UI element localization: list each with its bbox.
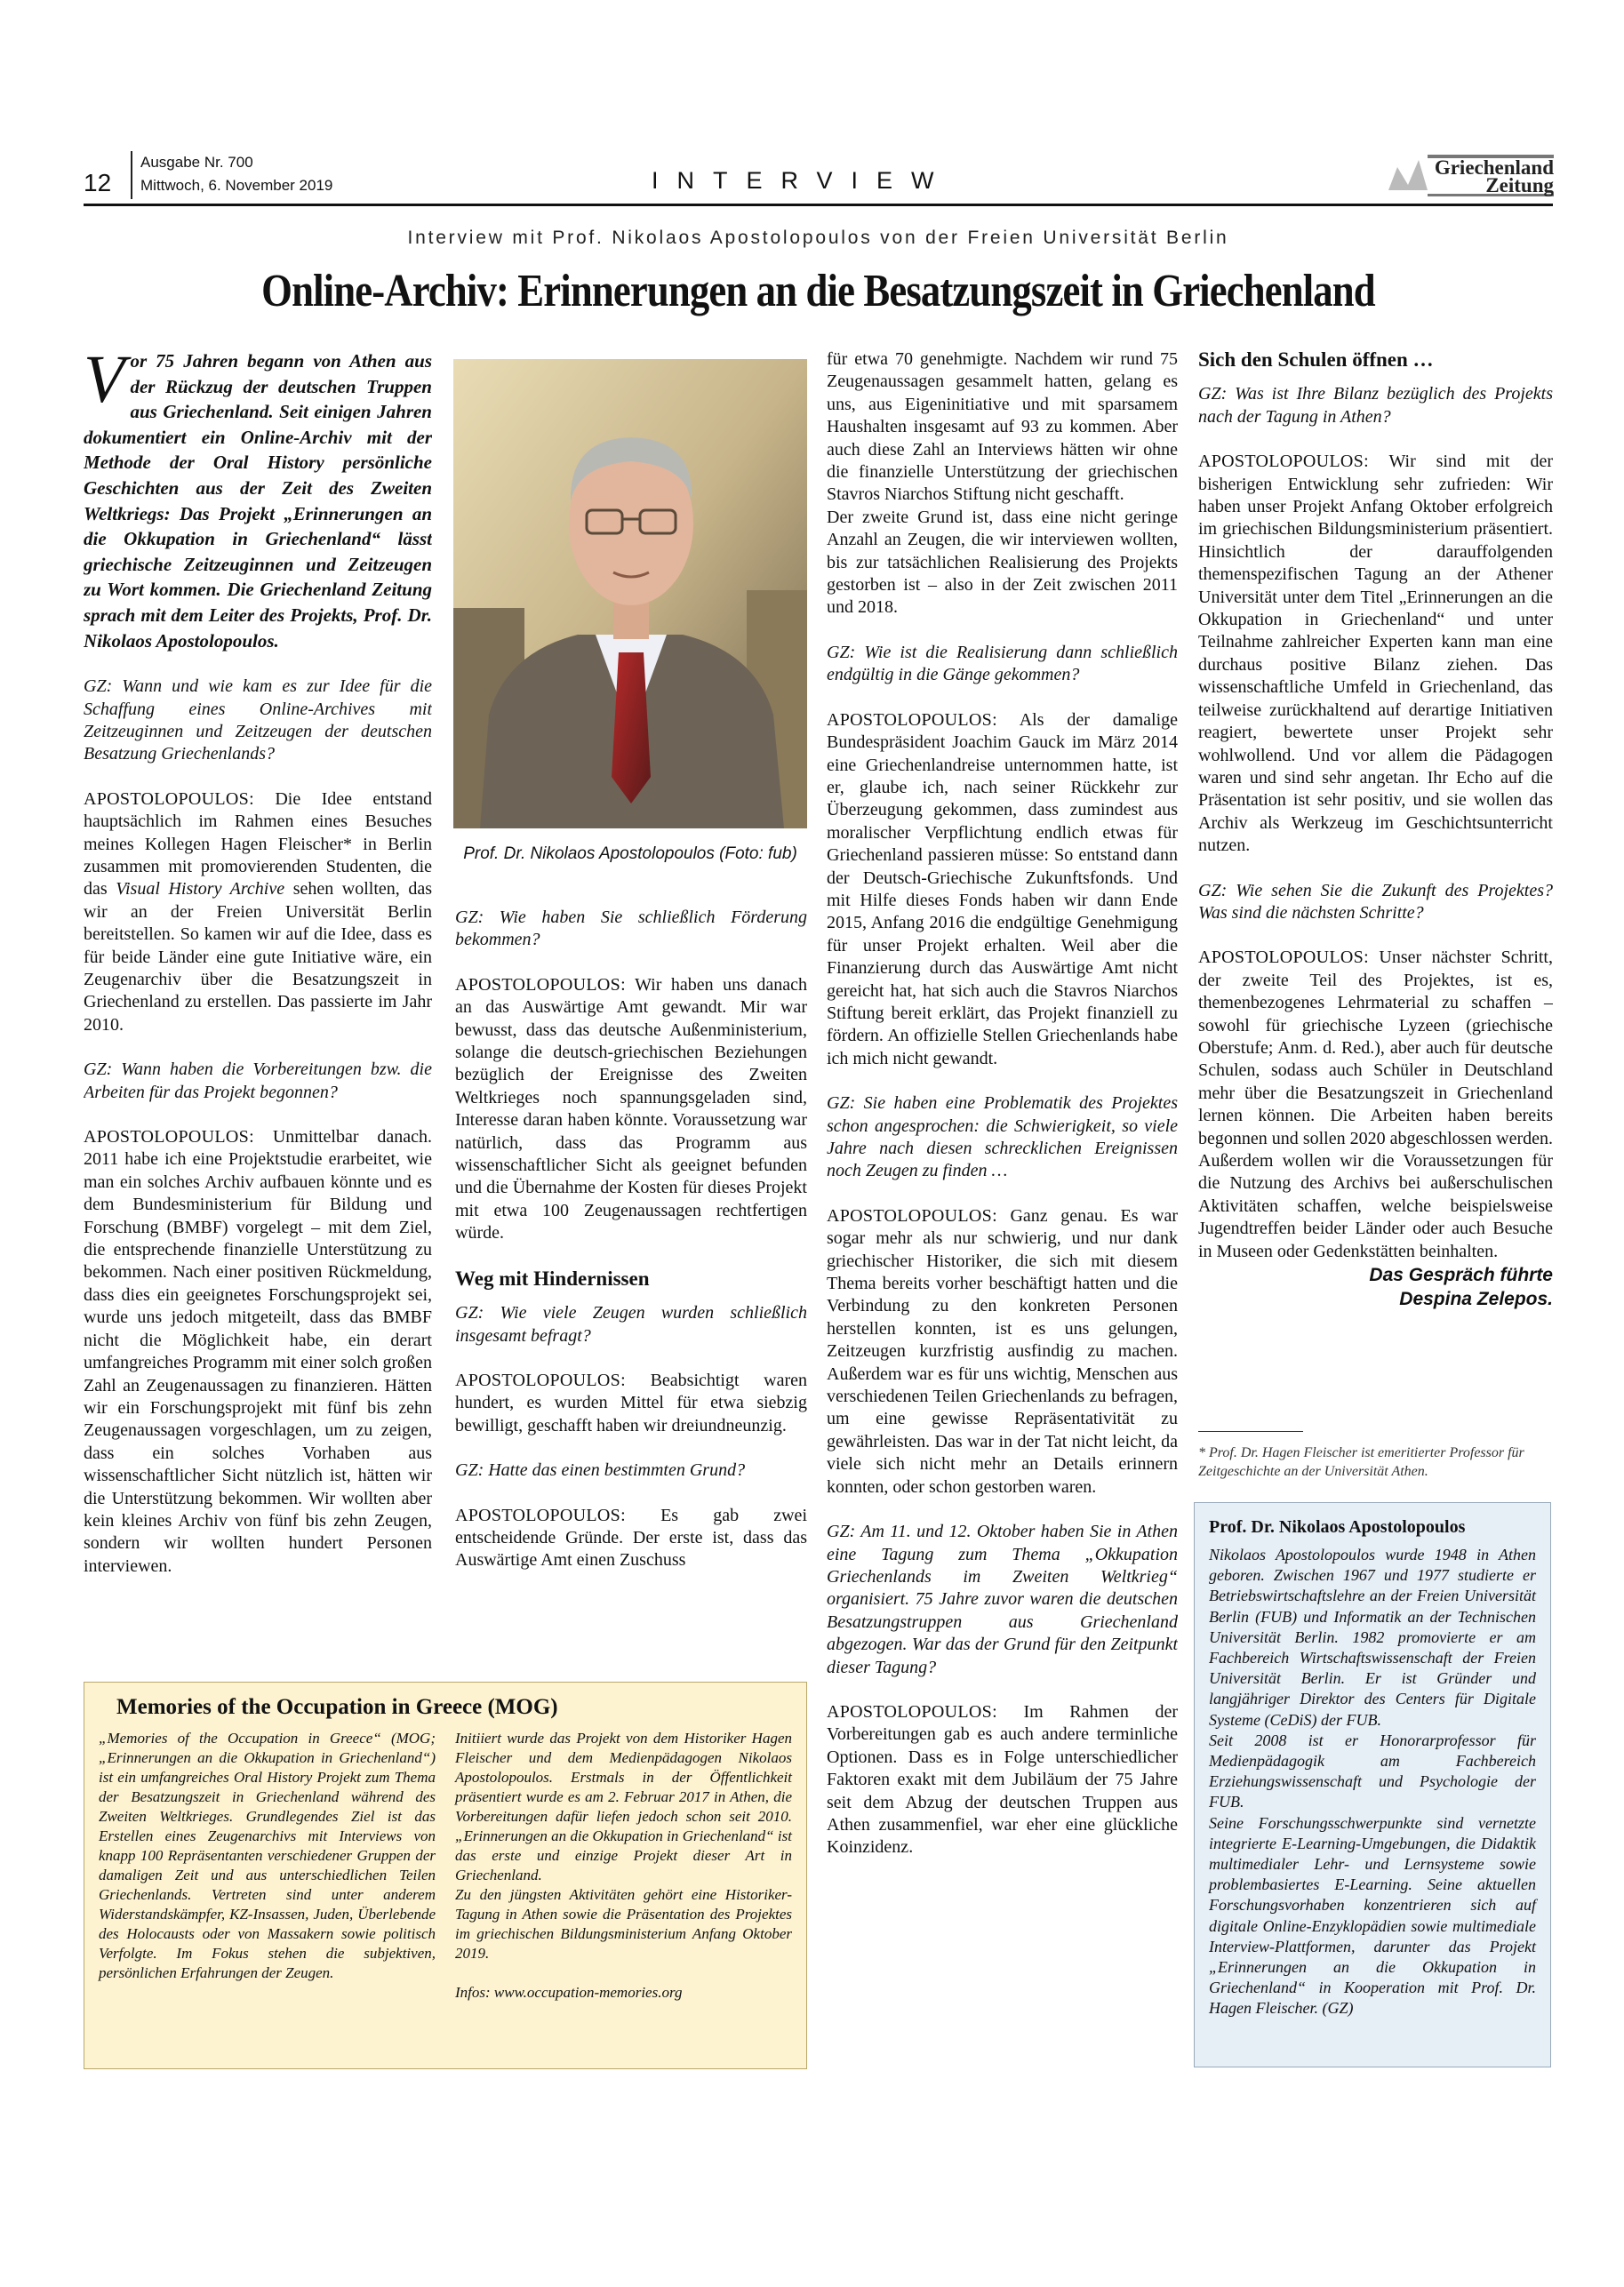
mog-title: Memories of the Occupation in Greece (MOG) <box>116 1695 558 1719</box>
answer-6: APOSTOLOPOULOS: Als der damalige Bundespräsident Joachim Gauck im März 2014 eine Griechenlandreise unternommen hatte, ist er, glaube ich, nach seiner Rückkehr zur Überzeugung gekommen, dass zumindest aus moralischer Verpflichtung endlich etwas für Griechenland passieren müsse: So entstand dann der Deutsch-Griechische Zukunftsfonds. Und mit Hilfe dieses Fonds haben wir dann Ende 2015, Anfang 2016 die endgültige Genehmigung für unser Projekt erhalten. Weil aber die Finanzierung durch das Auswärtige Amt nicht gereicht hat, hat sich auch die Stavros Niarchos Stiftung bereit erklärt, das Projekt finanziell zu fördern. An offizielle Stellen Griechenlands habe ich mich nicht gewandt. <box>827 709 1178 1068</box>
author-signature: Das Gespräch führte Despina Zelepos. <box>1369 1265 1553 1310</box>
speaker-label: APOSTOLOPOULOS: <box>1198 948 1369 968</box>
lead-text: or 75 Jahren begann von Athen aus der Rückzug der deutschen Truppen aus Griechenland. Seit einigen Jahren dokumentiert ein Online-Archiv mit der Methode der Oral History persönliche Geschichten aus der Zeit des Zweiten Weltkriegs: Das Projekt „Erinnerungen an die Okkupation in Griechenland“ lässt griechische Zeitzeuginnen und Zeitzeugen zu Wort kommen. Die Griechenland Zeitung sprach mit dem Leiter des Projekts, Prof. Dr. Nikolaos Apostolopoulos. <box>84 350 432 652</box>
question-7: GZ: Sie haben eine Problematik des Projektes schon angesprochen: die Schwierigkeit, so viele Jahre nach diesen schrecklichen Ereignissen noch Zeugen zu finden … <box>827 1093 1178 1181</box>
speaker-label: APOSTOLOPOULOS: <box>455 1505 626 1525</box>
issue-date: Mittwoch, 6. November 2019 <box>140 177 333 194</box>
issue-number: Ausgabe Nr. 700 <box>140 154 253 171</box>
photo-caption: Prof. Dr. Nikolaos Apostolopoulos (Foto: fub) <box>463 844 797 863</box>
mog-info-box <box>84 1682 807 2069</box>
answer-5-continued: für etwa 70 genehmigte. Nachdem wir rund 75 Zeugenaussagen gesammelt hatten, gelang es uns, aus Eigeninitiative und mit sparsamem Haushalten insgesamt auf 93 zu kommen. Aber auch diese Zahl an Interviews hätten wir ohne die finanzielle Unterstützung der griechischen Stavros Niarchos Stiftung nicht geschafft. <box>827 349 1178 505</box>
bio-text-2: Seit 2008 ist er Honorarprofessor für Medienpädagogik am Fachbereich Erziehungswissenschaft und Psychologie der FUB. <box>1209 1731 1536 1811</box>
page-number: 12 <box>84 169 112 196</box>
logo-text-griechenland: Griechenland <box>1434 156 1554 179</box>
answer-5-second-reason: Der zweite Grund ist, dass eine nicht geringe Anzahl an Zeugen, die wir interviewen wollten, bis zur tatsächlichen Realisierung des Projekts gestorben ist – also in der Zeit zwischen 2011 und 2018. <box>827 507 1178 618</box>
bio-text-3: Seine Forschungsschwerpunkte sind vernetzte integrierte E-Learning-Umgebungen, die Didaktik multimedialer Lehr- und Lernsysteme sowie problembasiertes E-Learning. Seine aktuellen Forschungsvorhaben konzentrieren sich auf digitale Online-Enzyklopädien sowie multimediale Interview-Plattformen, darunter das Projekt „Erinnerungen an die Okkupation in Griechenland“ in Kooperation mit Prof. Dr. Hagen Fleischer. (GZ) <box>1209 1813 1536 2018</box>
column-4 <box>1198 348 1553 1442</box>
answer-4: APOSTOLOPOULOS: Beabsichtigt waren hundert, es wurden Mittel für etwa siebzig bewilligt, geschafft haben wir dreiundneunzig. <box>455 1370 807 1435</box>
header-divider <box>131 151 132 199</box>
bio-title: Prof. Dr. Nikolaos Apostolopoulos <box>1209 1517 1466 1537</box>
question-1: GZ: Wann und wie kam es zur Idee für die Schaffung eines Online-Archives mit Zeitzeuginnen und Zeitzeugen der deutschen Besatzung Griechenlands? <box>84 676 432 764</box>
speaker-label: APOSTOLOPOULOS: <box>1198 452 1369 472</box>
archive-name: Visual History Archive <box>116 879 285 900</box>
footnote-rule <box>1198 1431 1303 1432</box>
drop-cap: V <box>84 348 125 417</box>
speaker-label: APOSTOLOPOULOS: <box>827 1701 997 1722</box>
logo-text-zeitung: Zeitung <box>1485 174 1554 196</box>
question-4: GZ: Wie viele Zeugen wurden schließlich insgesamt befragt? <box>455 1303 807 1346</box>
question-6: GZ: Wie ist die Realisierung dann schließlich endgültig in die Gänge gekommen? <box>827 642 1178 685</box>
section-label: INTERVIEW <box>652 167 953 194</box>
answer-2: APOSTOLOPOULOS: Unmittelbar danach. 2011 habe ich eine Projektstudie erarbeitet, wie man ein solches Archiv aufbauen könnte und es dem Bundesministerium für Bildung und Forschung (BMBF) vorgelegt – mit dem Ziel, die entsprechende finanzielle Unterstützung zu bekommen. Nach einer positiven Rückmeldung, dass dies ein geeignetes Forschungsprojekt sei, wurde uns jedoch mitgeteilt, dass das BMBF nicht die Möglichkeit habe, ein derart umfangreiches Programm mit einer solch großen Zahl an Zeugenaussagen zu finanzieren. Hätten wir ein Forschungsprojekt mit fünf bis zehn Zeugenaussagen vorgeschlagen, um zu zeigen, dass ein solches Vorhaben aus wissenschaftlicher Sicht nützlich ist, hätten wir die Unterstützung bekommen. Wir wollten aber kein kleines Archiv von fünf bis zehn Zeugen, sondern wir wollten hundert Personen interviewen. <box>84 1127 432 1576</box>
column-2 <box>455 907 807 1664</box>
question-2: GZ: Wann haben die Vorbereitungen bzw. die Arbeiten für das Projekt begonnen? <box>84 1060 432 1102</box>
mog-info-link[interactable]: Infos: www.occupation-memories.org <box>455 1984 683 2001</box>
answer-7: APOSTOLOPOULOS: Ganz genau. Es war sogar mehr als nur schwierig, und nur dank griechischer Historiker, die sich mit diesem Thema bereits vorher beschäftigt hatten und die Verbindung zu den konkreten Personen herstellen konnten, ist es uns gelungen, Zeitzeugen kurzfristig ausfindig zu machen. Außerdem war es für uns wichtig, Menschen aus verschiedenen Teilen Griechenlands zu befragen, um eine gewisse Repräsentativität zu gewährleisten. Das war in der Tat nicht leicht, da viele sich nicht mehr an Details erinnern konnten, oder schon gestorben waren. <box>827 1205 1178 1497</box>
speaker-label: APOSTOLOPOULOS: <box>84 1127 254 1147</box>
speaker-label: APOSTOLOPOULOS: <box>84 788 254 809</box>
speaker-label: APOSTOLOPOULOS: <box>455 974 626 995</box>
mog-text-right: Initiiert wurde das Projekt von dem Historiker Hagen Fleischer und dem Medienpädagogen Nikolaos Apostolopoulos. Erstmals in der Öffentlichkeit präsentiert wurde es am 2. Februar 2017 in Athen, die Vorbereitungen dafür liefen jedoch schon seit 2010. „Erinnerungen an die Okkupation in Griechenland“ ist das erste und einzige Projekt dieser Art in Griechenland. Zu den jüngsten Aktivitäten gehört eine Historiker-Tagung in Athen sowie die Präsentation des Projektes im griechischen Bildungsministerium Anfang Oktober 2019. Infos: www.occupation-memories.org <box>455 1730 792 2001</box>
lead-paragraph <box>84 348 432 653</box>
bio-text-1: Nikolaos Apostolopoulos wurde 1948 in Athen geboren. Zwischen 1967 und 1977 studierte er Betriebswirtschaftslehre an der Freien Universität Berlin (FUB) und Informatik an der Technischen Universität Berlin. 1982 promovierte er am Fachbereich Wirtschaftswissenschaft der Freien Universität Berlin. Er ist Gründer und langjähriger Direktor des Centers für Digitale Systeme (CeDiS) der FUB. <box>1209 1546 1536 1729</box>
question-5: GZ: Hatte das einen bestimmten Grund? <box>455 1460 746 1481</box>
subheading-schools: Sich den Schulen öffnen … <box>1198 348 1434 371</box>
footnote: * Prof. Dr. Hagen Fleischer ist emeritierter Professor für Zeitgeschichte an der Universität Athen. <box>1198 1445 1524 1479</box>
issue-info <box>140 151 332 197</box>
column-3 <box>827 348 1178 2064</box>
answer-9: APOSTOLOPOULOS: Wir sind mit der bisherigen Entwicklung sehr zufrieden: Wir haben unser Projekt Anfang Oktober erfolgreich im griechischen Bildungsministerium präsentiert. Hinsichtlich der darauffolgenden themenspezifischen Tagung an der Athener Universität unter dem Titel „Erinnerungen an die Okkupation in Griechenland“ und unter Teilnahme zahlreicher Experten kann man eine durchaus positive Bilanz ziehen. Das wissenschaftliche Umfeld in Griechenland, das teilweise zurückhaltend auf derartige Initiativen reagiert, bewertete unser Projekt sehr wohlwollend. Und vor allem die Pädagogen waren und sind sehr angetan. Ihr Echo auf die Präsentation ist sehr positiv, und sie wollen das Archiv als Werkzeug im Geschichtsunterricht nutzen. <box>1198 452 1553 856</box>
answer-10: APOSTOLOPOULOS: Unser nächster Schritt, der zweite Teil des Projektes, ist es, themenbezogenes Lehrmaterial zu schaffen – sowohl für griechische Lyzeen (griechische Oberstufe; Anm. d. Red.), aber auch für deutsche Schulen, sodass auch Schüler in Deutschland mehr über die Besatzungszeit in Griechenland lernen können. Die Arbeiten haben bereits begonnen und sollen 2020 abgeschlossen werden. Außerdem wollen wir die Voraussetzungen für die Nutzung des Archivs bei außerschulischen Aktivitäten schaffen, welche beispielsweise Jugendtreffen beider Länder oder auch Besuche in Museen oder Gedenkstätten beinhalten. <box>1198 948 1553 1261</box>
answer-1: APOSTOLOPOULOS: Die Idee entstand hauptsächlich im Rahmen eines Besuches meines Kollegen Hagen Fleischer* in Berlin zusammen mit promovierenden Studenten, die das Visual History Archive sehen wollten, das wir an der Freien Universität Berlin bereitstellen. So kamen wir auf die Idee, dass es für beide Länder eine gute Initiative wäre, ein Zeugenarchiv über die Besatzungszeit in Griechenland zu erstellen. Das passierte im Jahr 2010. <box>84 788 432 1035</box>
subheading-obstacles: Weg mit Hindernissen <box>455 1267 650 1290</box>
headline: Online-Archiv: Erinnerungen an die Besatzungszeit in Griechenland <box>261 266 1375 316</box>
answer-8: APOSTOLOPOULOS: Im Rahmen der Vorbereitungen gab es auch andere terminliche Optionen. Dass es in Folge unterschiedlicher Faktoren exakt mit dem Jubiläum der 75 Jahre seit dem Abzug der deutschen Truppen aus Athen zusammenfiel, war eher eine glückliche Koinzidenz. <box>827 1701 1178 1858</box>
question-10: GZ: Wie sehen Sie die Zukunft des Projektes? Was sind die nächsten Schritte? <box>1198 880 1553 923</box>
speaker-label: APOSTOLOPOULOS: <box>827 709 997 730</box>
portrait-photo <box>453 359 807 828</box>
newspaper-logo <box>1387 149 1554 203</box>
kicker: Interview mit Prof. Nikolaos Apostolopoulos von der Freien Universität Berlin <box>407 228 1229 248</box>
header-rule <box>84 204 1553 206</box>
question-9: GZ: Was ist Ihre Bilanz bezüglich des Projekts nach der Tagung in Athen? <box>1198 384 1553 427</box>
bio-box <box>1194 1502 1551 2067</box>
answer-3: APOSTOLOPOULOS: Wir haben uns danach an das Auswärtige Amt gewandt. Mir war bewusst, dass das deutsche Außenministerium, solange die deutsch-griechischen Beziehungen bezüglich der Ereignisse des Zweiten Weltkrieges noch spannungsgeladen sind, Interesse daran haben könnte. Voraussetzung war natürlich, dass das Programm aus wissenschaftlicher Sicht als geeignet befunden und die Übernahme der Kosten für dieses Projekt mit etwa 100 Zeugenaussagen rechtfertigen würde. <box>455 974 807 1243</box>
mog-text-left: „Memories of the Occupation in Greece“ (MOG; „Erinnerungen an die Okkupation in Griechenland“) ist ein umfangreiches Oral History Projekt zum Thema der Besatzungszeit in Griechenland während des Zweiten Weltkrieges. Grundlegendes Ziel ist das Erstellen eines Zeugenarchivs mit Interviews von knapp 100 Repräsentanten verschiedener Gruppen der damaligen Zeit und aus unterschiedlichen Teilen Griechenlands. Vertreten sind unter anderem Widerstandskämpfer, KZ-Insassen, Juden, Überlebende des Holocausts oder von Massakern sowie politisch Verfolgte. Im Fokus stehen die subjektiven, persönlichen Erfahrungen der Zeugen. <box>99 1730 436 1981</box>
question-8: GZ: Am 11. und 12. Oktober haben Sie in Athen eine Tagung zum Thema „Okkupation Griechenlands im Zweiten Weltkrieg“ organisiert. 75 Jahre zuvor waren die deutschen Besatzungstruppen aus Griechenland abgezogen. War das der Grund für den Zeitpunkt dieser Tagung? <box>827 1522 1178 1677</box>
column-1 <box>84 348 432 1662</box>
answer-5: APOSTOLOPOULOS: Es gab zwei entscheidende Gründe. Der erste ist, dass das Auswärtige Amt einen Zuschuss <box>455 1505 807 1571</box>
speaker-label: APOSTOLOPOULOS: <box>827 1205 997 1226</box>
question-3: GZ: Wie haben Sie schließlich Förderung bekommen? <box>455 908 807 950</box>
speaker-label: APOSTOLOPOULOS: <box>455 1370 626 1390</box>
